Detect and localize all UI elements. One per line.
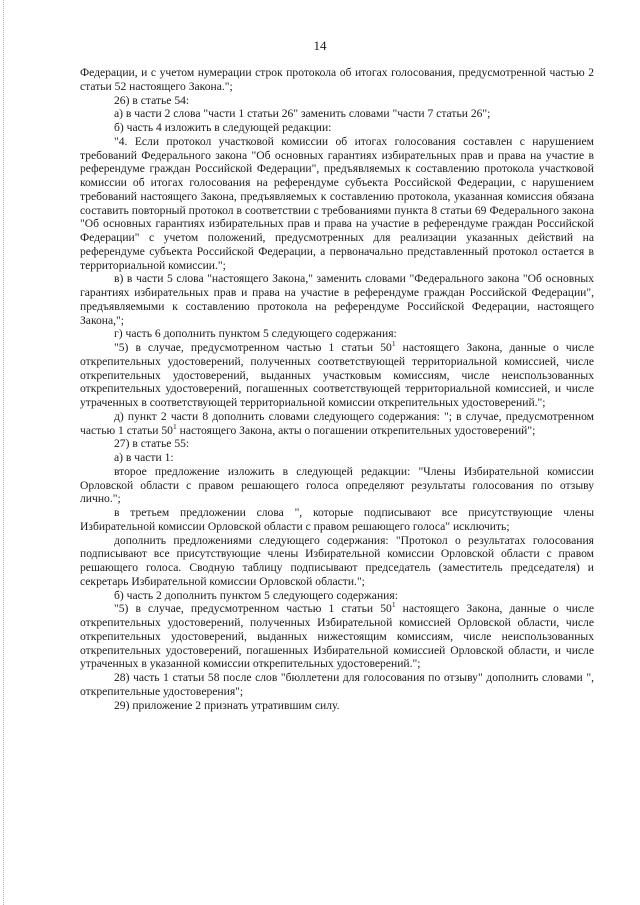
item-26-g: г) часть 6 дополнить пунктом 5 следующего содержания: — [114, 327, 397, 341]
superscript: 1 — [391, 600, 396, 610]
item-27: 27) в статье 55: — [114, 437, 190, 451]
page-number: 14 — [313, 38, 327, 53]
item-27-b: б) часть 2 дополнить пунктом 5 следующего содержания: — [114, 588, 398, 602]
superscript: 1 — [172, 421, 177, 431]
item-29: 29) приложение 2 признать утратившим силу. — [114, 698, 340, 712]
paragraph-continuation: Федерации, и с учетом нумерации строк протокола об итогах голосования, предусмотренной частью 2 статьи 52 настоящего Закона."; — [80, 66, 594, 93]
item-26-d: д) пункт 2 части 8 дополнить словами следующего содержания: "; в случае, предусмотренном частью 1 статьи $50^1$ настоящего Закона, акты о погашении открепительных удостоверений"; — [80, 409, 594, 437]
item-26: 26) в статье 54: — [114, 93, 190, 107]
item-27-a-1: второе предложение изложить в следующей редакции: "Члены Избирательной комиссии Орловской области с правом решающего голоса определяют результаты голосования по отзыву лично."; — [80, 464, 594, 506]
item-27-b-text: "5) в случае, предусмотренном частью 1 статьи $50^1$ настоящего Закона, данные о числе открепительных удостоверений, полученных Избирательной комиссией Орловской области, числе открепительных удостоверений, выданных нижестоящим комиссиям, числе неиспользованных открепительных удостоверений, погашенных Избирательной комиссией Орловской области, и числе утраченных в указанной комиссии открепительных удостоверений."; — [80, 600, 594, 671]
document-body — [80, 66, 594, 712]
item-26-b: б) часть 4 изложить в следующей редакции: — [114, 121, 332, 134]
item-26-b-text: "4. Если протокол участковой комиссии об итогах голосования составлен с нарушением требований Федерального закона "Об основных гарантиях избирательных прав и права на участие в референдуме граждан Российской Федерации", предъявляемых к составлению протокола участковой комиссии об итогах голосования на референдуме субъекта Российской Федерации, с нарушением требований настоящего Закона, предъявляемых к составлению протокола, указанная комиссия обязана составить повторный протокол в соответствии с требованиями пункта 8 статьи 69 Федерального закона "Об основных гарантиях избирательных прав и права на участие в референдуме граждан Российской Федерации" с учетом положений, предусмотренных для реализации указанных действий на референдуме субъекта Российской Федерации, а первоначально представленный протокол остается в территориальной комиссии."; — [80, 134, 594, 272]
item-28: 28) часть 1 статьи 58 после слов "бюллетени для голосования по отзыву" дополнить словами ", открепительные удостоверения"; — [80, 671, 594, 698]
binding-edge-dots — [3, 0, 5, 905]
item-27-a-2: в третьем предложении слова ", которые подписывают все присутствующие члены Избирательной комиссии Орловской области с правом решающего голоса" исключить; — [80, 506, 594, 533]
superscript: 1 — [391, 339, 396, 348]
item-26-v: в) в части 5 слова "настоящего Закона," заменить словами "Федерального закона "Об основных гарантиях избирательных прав и права на участие в референдуме граждан Российской Федерации", предъявляемыми к составлению протокола на референдуме Российской Федерации, настоящего Закона,"; — [80, 272, 594, 327]
item-26-a: а) в части 2 слова "части 1 статьи 26" заменить словами "части 7 статьи 26"; — [114, 107, 491, 121]
item-27-a: а) в части 1: — [114, 451, 174, 464]
item-26-g-text: "5) в случае, предусмотренном частью 1 статьи $50^1$ настоящего Закона, данные о числе открепительных удостоверений, полученных соответствующей территориальной комиссией, числе открепительных удостоверений, выданных участковым комиссиям, числе неиспользованных открепительных удостоверений, погашенных соответствующей территориальной комиссией, и числе утраченных в соответствующей территориальной комиссии открепительных удостоверений."; — [80, 339, 594, 409]
item-27-a-3: дополнить предложениями следующего содержания: "Протокол о результатах голосования подписывают все присутствующие члены Избирательной комиссии Орловской области с правом решающего голоса. Сводную таблицу подписывают председатель (заместитель председателя) и секретарь Избирательной комиссии Орловской области."; — [80, 533, 594, 588]
